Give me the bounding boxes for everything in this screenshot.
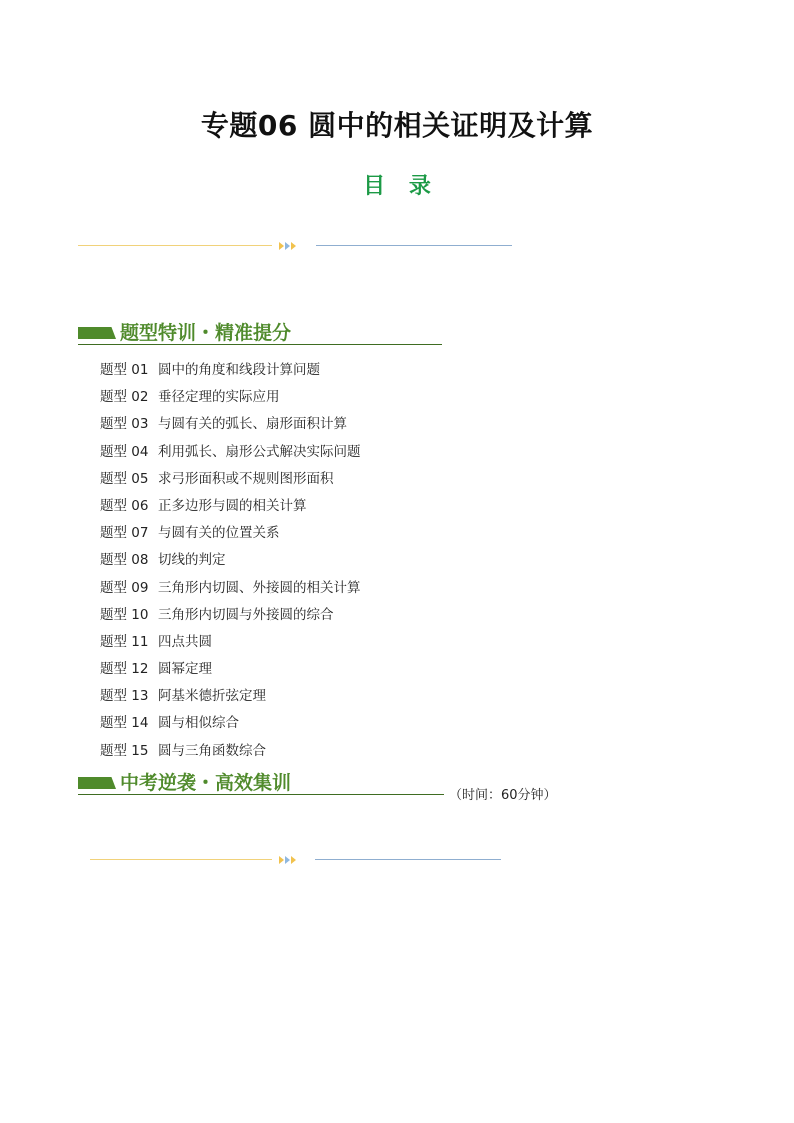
page-title: 专题06 圆中的相关证明及计算 bbox=[200, 109, 594, 142]
topic-number: 题型 04 bbox=[100, 443, 149, 460]
topic-text: 利用弧长、扇形公式解决实际问题 bbox=[158, 443, 361, 460]
topic-number: 题型 01 bbox=[100, 362, 149, 378]
section-title: 中考逆袭・高效集训 bbox=[120, 772, 292, 794]
list-item bbox=[100, 412, 361, 439]
top-divider bbox=[78, 242, 518, 250]
list-item bbox=[100, 467, 361, 494]
arrow-icon bbox=[279, 856, 284, 864]
list-item bbox=[100, 576, 361, 603]
bottom-divider bbox=[90, 856, 510, 864]
topic-text: 三角形内切圆、外接圆的相关计算 bbox=[158, 579, 361, 596]
time-note: （时间：60分钟） bbox=[449, 788, 557, 803]
list-item bbox=[100, 630, 361, 657]
list-item bbox=[100, 521, 361, 548]
topic-text: 圆与相似综合 bbox=[158, 715, 239, 732]
list-item bbox=[100, 657, 361, 684]
list-item bbox=[100, 711, 361, 738]
topic-number: 题型 02 bbox=[100, 389, 149, 406]
topic-text: 与圆有关的位置关系 bbox=[158, 525, 280, 542]
topic-text: 正多边形与圆的相关计算 bbox=[158, 497, 307, 514]
topic-text: 圆幂定理 bbox=[158, 661, 212, 678]
topic-number: 题型 07 bbox=[100, 525, 149, 542]
topic-number: 题型 11 bbox=[100, 633, 149, 650]
topic-text: 垂径定理的实际应用 bbox=[158, 389, 280, 406]
section-bar-icon bbox=[78, 327, 116, 339]
arrow-icon bbox=[285, 856, 290, 864]
arrow-icon bbox=[279, 242, 284, 250]
topic-list bbox=[100, 358, 361, 766]
list-item bbox=[100, 739, 361, 766]
topic-text: 圆中的角度和线段计算问题 bbox=[158, 362, 320, 378]
topic-number: 题型 09 bbox=[100, 579, 149, 596]
toc-heading: 目 录 bbox=[363, 174, 439, 199]
topic-text: 三角形内切圆与外接圆的综合 bbox=[158, 606, 334, 623]
topic-text: 四点共圆 bbox=[158, 633, 212, 650]
arrow-icon bbox=[291, 242, 296, 250]
topic-number: 题型 10 bbox=[100, 606, 149, 623]
list-item bbox=[100, 358, 361, 385]
topic-text: 阿基米德折弦定理 bbox=[158, 688, 266, 705]
topic-number: 题型 05 bbox=[100, 470, 149, 487]
topic-number: 题型 06 bbox=[100, 497, 149, 514]
list-item bbox=[100, 603, 361, 630]
topic-number: 题型 14 bbox=[100, 715, 149, 732]
arrow-icon bbox=[285, 242, 290, 250]
topic-text: 圆与三角函数综合 bbox=[158, 742, 266, 759]
topic-number: 题型 15 bbox=[100, 742, 149, 759]
list-item bbox=[100, 385, 361, 412]
section-bar-icon bbox=[78, 777, 116, 789]
topic-number: 题型 12 bbox=[100, 661, 149, 678]
topic-text: 切线的判定 bbox=[158, 552, 226, 569]
topic-text: 与圆有关的弧长、扇形面积计算 bbox=[158, 416, 347, 433]
topic-text: 求弓形面积或不规则图形面积 bbox=[158, 470, 334, 487]
section-underline bbox=[78, 794, 444, 795]
list-item bbox=[100, 494, 361, 521]
list-item bbox=[100, 548, 361, 575]
list-item bbox=[100, 440, 361, 467]
topic-number: 题型 13 bbox=[100, 688, 149, 705]
section-underline bbox=[78, 344, 442, 345]
topic-number: 题型 03 bbox=[100, 416, 149, 433]
arrow-icon bbox=[291, 856, 296, 864]
section-title: 题型特训・精准提分 bbox=[120, 322, 292, 344]
topic-number: 题型 08 bbox=[100, 552, 149, 569]
list-item bbox=[100, 684, 361, 711]
